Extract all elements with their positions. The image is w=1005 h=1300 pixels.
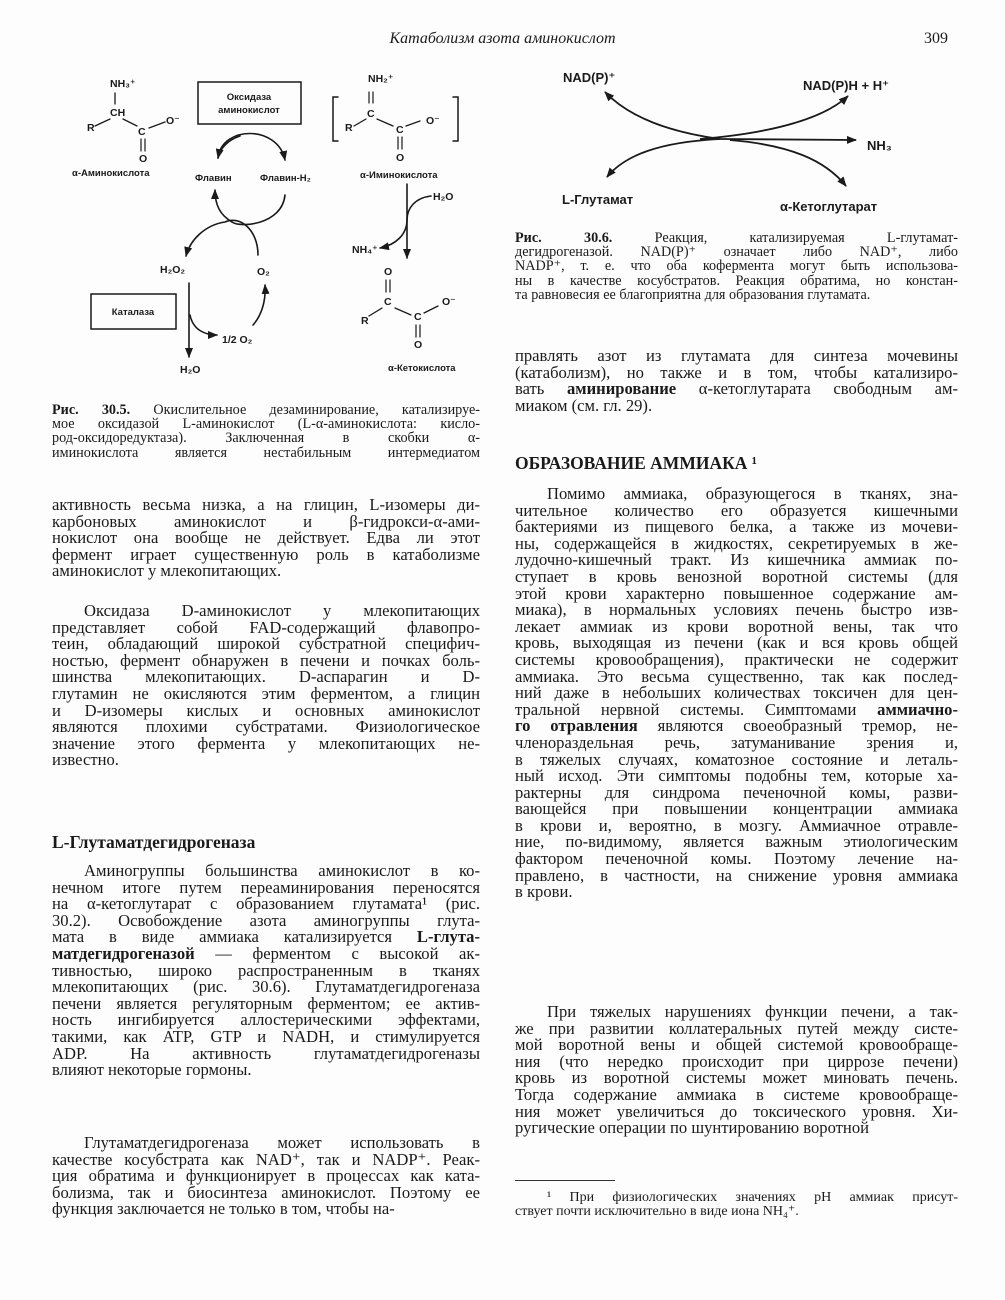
h2o2-label: H₂O₂ (160, 264, 186, 276)
text-line: активность весьма низка, а на глицин, L-изомеры ди- (52, 495, 480, 514)
text-segment: вать (515, 379, 567, 399)
nh4-label: NH₄⁺ (352, 244, 378, 256)
text-line: кровь из воротной системы может миновать печень. (515, 1068, 958, 1088)
formula-text: O (396, 152, 405, 164)
text-line: Аминогруппы большинства аминокислот в ко- (84, 861, 480, 880)
text-line: аммиака. Это весьма существенно, так как послед- (515, 666, 958, 686)
text-line: в тяжелых случаях, коматозное состояние и леталь- (515, 749, 958, 769)
text-segment: Окислительное дезаминирование, катализируе- (153, 402, 480, 418)
text-line: ние, по-видимому, является важным этиологическим (515, 832, 958, 852)
paragraph (515, 345, 958, 415)
text-line: ностью, фермент обнаружен в печени и почках боль- (52, 650, 480, 670)
text-line: глутамин не окисляются этим ферментом, а глицин (52, 683, 480, 703)
formula-text: O (384, 266, 393, 278)
text-line: карбоновых аминокислот и β-гидрокси-α-ами- (52, 511, 480, 531)
text-line: ¹ При физиологических значениях pH аммиак присут- (547, 1190, 958, 1205)
paragraph (52, 494, 480, 581)
text-line: При тяжелых нарушениях функции печени, а так- (547, 1002, 958, 1021)
catalase-box-label: Каталаза (111, 307, 155, 318)
text-line (52, 943, 480, 963)
formula-text: C (384, 296, 392, 308)
text-line: в крови. (515, 882, 573, 902)
flavin-label: Флавин (195, 173, 232, 184)
text-line (515, 715, 958, 736)
flavin-h2-label: Флавин-H₂ (260, 173, 311, 184)
text-line: дегидрогеназой. NAD(P)⁺ означает либо NAD⁺, либо (515, 244, 958, 261)
o2-label: O₂ (257, 266, 270, 278)
h2o-label: H₂O (433, 191, 454, 203)
text-line (515, 230, 958, 244)
text-line: болизма, так и биосинтеза аминокислот. Поэтому ее (52, 1182, 480, 1202)
figure-30-5 (72, 73, 458, 376)
text-line: 30.2). Освобождение азота аминогруппы глута- (52, 910, 480, 930)
text-line: ний даже в небольших количествах токсичен для цен- (515, 683, 958, 703)
formula-text: O⁻ (166, 115, 180, 127)
text-line (52, 402, 480, 416)
formula-text: CH (110, 107, 126, 119)
formula-text: NH₃⁺ (110, 78, 136, 90)
figures-svg (0, 0, 1005, 400)
bold-term: матдегидрогеназой (52, 943, 195, 963)
paragraph (52, 1132, 480, 1219)
formula-text: NH₂⁺ (368, 73, 394, 85)
glutamate-label: L-Глутамат (562, 192, 634, 207)
text-line: NADP⁺, т. е. что оба кофермента могут быть использова- (515, 258, 958, 275)
text-line: ния может увеличиться до токсического уровня. Хи- (515, 1101, 958, 1121)
text-line: ния (что нередко происходит при циррозе печени) (515, 1051, 958, 1071)
text-line: та равновесия ее благоприятна для образования глутамата. (515, 286, 871, 303)
text-line (515, 699, 958, 719)
section-heading: L-Глутаматдегидрогеназа (52, 832, 256, 852)
h2o-label: H₂O (180, 364, 201, 376)
bold-term: L-глута- (416, 927, 480, 947)
running-header: Катаболизм азота аминокислот (389, 30, 616, 47)
paragraph (515, 1001, 958, 1138)
paragraph (515, 483, 958, 902)
text-line: ругические операции по шунтированию воротной (515, 1118, 869, 1138)
section-heading: ОБРАЗОВАНИЕ АММИАКА ¹ (515, 453, 758, 473)
text-line: известно. (52, 750, 119, 770)
text-line: иминокислота является нестабильным интермедиатом (52, 444, 480, 461)
text-line: правлять азот из глутамата для синтеза мочевины (515, 346, 958, 365)
text-line: и D-изомеры кислых и основных аминокислот (52, 700, 480, 720)
text-line: млекопитающих (рис. 30.6). Глутаматдегидрогеназа (52, 977, 480, 997)
text-line: миака), в нормальных условиях печень быстро изв- (515, 600, 958, 620)
bold-term: аминирование (567, 379, 677, 399)
text-line: значение этого фермента у млекопитающих не- (52, 733, 480, 753)
text-line: фактором печеночной комы. Поэтому лечение на- (515, 849, 958, 869)
figure-30-6 (562, 70, 892, 214)
text-line: миаком (см. гл. 29). (515, 395, 653, 415)
bold-term: Рис. 30.6. (515, 230, 655, 246)
nadp-label: NAD(P)⁺ (563, 70, 616, 85)
text-line: бактериями из пищевого белка, а также из мочеви- (515, 517, 958, 537)
text-line: влияют некоторые гормоны. (52, 1060, 252, 1080)
nadph-label: NAD(P)H + H⁺ (803, 78, 889, 93)
ketoglutarate-label: α-Кетоглутарат (780, 199, 878, 214)
formula-text: O (139, 153, 148, 165)
text-line: Тогда содержание аммиака в системе кровообраще- (515, 1084, 958, 1104)
text-segment: — ферментом с высокой ак- (194, 943, 480, 963)
text-line: качестве косубстрата как NAD⁺, так и NADP⁺. Реак- (52, 1149, 480, 1169)
formula-text: R (361, 315, 369, 327)
text-line (52, 926, 480, 947)
text-line: же при развитии коллатеральных путей между систе- (515, 1018, 958, 1038)
text-line: кровь, выходящая из печени (как и вся кровь общей (515, 633, 958, 653)
formula-text: C (138, 126, 146, 138)
text-line: в крови и, вероятно, в мозгу. Аммиачное отравле- (515, 815, 958, 835)
ketoacid-label: α-Кетокислота (388, 363, 456, 374)
formula-text: C (396, 124, 404, 136)
text-line: теин, обладающий широкой субстратной специфич- (52, 634, 480, 654)
text-line: шинства млекопитающих. D-аспарагин и D- (52, 667, 480, 687)
text-line: этой крови характерно повышенное содержание ам- (515, 583, 958, 603)
text-line: фермент играет существенную роль в катаболизме (52, 544, 480, 564)
text-line: Помимо аммиака, образующегося в тканях, зна- (547, 484, 958, 503)
page-number: 309 (924, 30, 948, 47)
text-line: представляет собой FAD-содержащий флавопро- (52, 617, 480, 637)
formula-text: C (414, 311, 422, 323)
enzyme-box-label: аминокислот (218, 105, 280, 116)
text-segment: тральной нервной системы. Симптомами (515, 699, 878, 719)
text-line: на α-кетоглутарат с образованием глутамата¹ (рис. (52, 894, 480, 914)
figure-30-6-caption (515, 230, 958, 301)
text-segment: являются своеобразный тремор, не- (637, 716, 958, 736)
text-line: аминокислот у млекопитающих. (52, 561, 282, 581)
text-line: ность ингибируется аллостерическими эффектами, (52, 1010, 480, 1030)
text-segment: Реакция, катализируемая L-глутамат- (654, 230, 958, 246)
figure-30-5-caption (52, 402, 480, 459)
text-line: ADP. На активность глутаматдегидрогеназы (52, 1043, 480, 1063)
formula-text: O⁻ (426, 115, 440, 127)
text-line: нокислот она вообще не действует. Едва ли этот (52, 528, 480, 548)
text-line: Оксидаза D-аминокислот у млекопитающих (84, 601, 480, 620)
text-line: функция заключается не только в том, чтобы на- (52, 1199, 395, 1219)
text-line: мой воротной вены и общей системой кровообраще- (515, 1035, 958, 1055)
bold-term: Рис. 30.5. (52, 402, 154, 418)
bold-term: аммиачно- (877, 699, 958, 719)
text-line: правлено, в частности, на снижение уровня аммиака (515, 865, 958, 885)
text-line: такими, как ATP, GTP и NADH, и стимулируется (52, 1026, 480, 1046)
text-line: нечном итоге путем переаминирования переносятся (52, 877, 480, 897)
bold-term: го отравления (515, 716, 638, 736)
text-line: вающейся при повышении концентрации аммиака (515, 799, 958, 819)
formula-text: R (345, 122, 353, 134)
text-line: ный исход. Эти симптомы подобны тем, которые ха- (515, 766, 958, 786)
formula-text: C (367, 108, 375, 120)
text-line: тивностью, широко распространенным в тканях (52, 960, 480, 980)
text-line: лекает аммиак из крови воротной вены, так что (515, 616, 958, 636)
text-segment: мата в виде аммиака катализируется (52, 927, 417, 947)
text-line: мое оксидазой L-аминокислот (L-α-аминокислота: кисло- (52, 416, 480, 433)
footnote (515, 1188, 958, 1219)
text-line: ступает в кровь венозной воротной системы (для (515, 566, 958, 586)
text-line: лудочно-кишечный тракт. Из кишечника аммиак по- (515, 550, 958, 570)
aminoacid-label: α-Аминокислота (72, 168, 150, 179)
text-line (515, 378, 958, 399)
text-line: являются плохими субстратами. Физиологическое (52, 717, 480, 737)
footnote-rule (515, 1180, 615, 1181)
text-line: рактерны для синдрома печеночной комы, разви- (515, 782, 958, 802)
half-o2-label: 1/2 O₂ (222, 334, 253, 346)
paragraph (52, 600, 480, 770)
text-line: Глутаматдегидрогеназа может использовать в (84, 1133, 480, 1152)
formula-text: R (87, 122, 95, 134)
nh3-label: NH₃ (867, 138, 892, 153)
text-line: членораздельная речь, затуманивание зрения и, (515, 732, 958, 752)
text-line: ны в качестве косубстратов. Реакция обратима, но констан- (515, 272, 958, 289)
text-line: ны, содержащейся в жидкостях, секретируемых в же- (515, 533, 958, 553)
text-line: чительное количество его образуется кишечными (515, 500, 958, 520)
formula-text: O⁻ (442, 296, 456, 308)
paragraph (52, 860, 480, 1080)
enzyme-box-label: Оксидаза (226, 92, 272, 103)
text-line: ция обратима и функционирует в процессах как ката- (52, 1166, 480, 1186)
text-segment: α-кетоглутарата свободным ам- (676, 379, 958, 399)
iminoacid-label: α-Иминокислота (360, 170, 438, 181)
text-line: ствует почти исключительно в виде иона NH₄⁺. (515, 1204, 799, 1219)
formula-text: O (414, 339, 423, 351)
text-line: (катаболизм), но также и в том, чтобы катализиро- (515, 362, 958, 382)
text-line: печени является регуляторным ферментом; ее актив- (52, 993, 480, 1013)
text-line: род-оксидоредуктаза). Заключенная в скобки α- (52, 430, 480, 447)
text-line: системы кровообращения), практически не содержит (515, 649, 958, 669)
